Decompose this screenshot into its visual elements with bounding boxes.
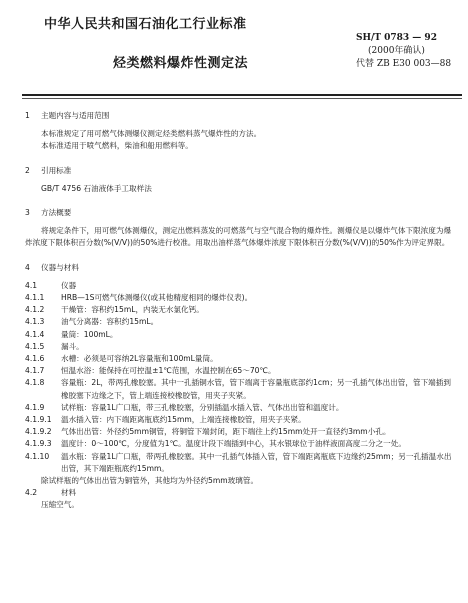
section-title: 仪器与材料 [41,262,79,272]
section-title: 方法概要 [41,208,72,218]
item-number: 4.1.4 [25,329,45,339]
standard-code: SH/T 0783 — 92 [356,33,437,43]
item-text: 干燥管：容积约15mL，内装无水氯化钙。 [61,305,204,315]
item-number: 4.1.3 [25,317,45,327]
note-paragraph: 除试样瓶的气体出出管为铜管外，其他均为外径约5mm玻璃管。 [41,476,259,486]
document-body [25,110,455,512]
list-item [25,341,455,353]
list-item [25,329,455,341]
list-item [25,365,455,377]
section-title: 引用标准 [41,165,72,175]
item-text: 水槽：必须是可容纳2L容量瓶和100mL量筒。 [61,354,218,364]
section-number: 2 [25,165,30,175]
item-number: 4.1.10 [25,451,50,461]
item-number: 4.1.7 [25,366,45,376]
standard-code-block [356,32,461,71]
approval-note: (2000年确认) [368,46,425,56]
replaces-note: 代替 ZB E30 003—88 [356,59,452,69]
subsection-4-2 [25,487,455,499]
item-text: 量筒：100mL。 [61,329,118,339]
list-item [25,438,455,450]
list-item [25,292,455,304]
paragraph: GB/T 4756 石油液体手工取样法 [41,183,152,193]
list-item [25,402,455,414]
item-text: 恒温水浴：能保持在可控温±1℃范围，水温控制在65～70℃。 [61,366,276,376]
item-text: HRB—1S可燃气体测爆仪(或其他精度相同的爆炸仪表)。 [61,293,253,303]
item-number: 4.1.2 [25,305,45,315]
item-text: 仪器 [61,280,77,290]
document-title: 烃类燃料爆炸性测定法 [113,56,249,71]
header-rule-thin [22,98,462,99]
paragraph: 本标准规定了用可燃气体测爆仪测定烃类燃料蒸气爆炸性的方法。 [41,129,262,139]
list-item [25,414,455,426]
list-item [25,377,455,401]
section-1-heading [25,110,455,122]
list-item [25,451,455,475]
item-text: 温水插入管：内下端距离瓶底约15mm，上端连接橡胶管，用夹子夹紧。 [61,415,306,425]
item-number: 4.2 [25,488,38,498]
section-3-heading [25,207,455,219]
section-title: 主题内容与适用范围 [41,111,110,120]
standard-type-heading: 中华人民共和国石油化工行业标准 [44,17,247,32]
section-number: 3 [25,208,30,218]
material-paragraph: 压缩空气。 [41,500,79,510]
list-item [25,316,455,328]
item-number: 4.1.1 [25,293,45,303]
item-number: 4.1.9 [25,402,45,412]
item-text: 温度计：0～100℃，分度值为1℃。温度计段下端插到中心，其水银球位于油样液面高度二分之一处。 [61,439,406,449]
item-text: 容量瓶：2L，带两孔橡胶塞。其中一孔插铜水管，管下端离于容量瓶底部约1cm；另一孔插气体出出管，管下端插到橡胶塞下边缘之下，管上端连接校橡胶管，用夹子夹紧。 [61,378,451,400]
item-number: 4.1 [25,280,38,290]
header-rule-thick [22,94,462,96]
section-4-heading [25,262,455,274]
list-item [25,426,455,438]
item-text: 漏斗。 [61,341,84,351]
section-number: 1 [25,111,30,120]
item-text: 油气分离器：容积约15mL。 [61,317,159,327]
item-number: 4.1.9.3 [25,439,52,449]
section-number: 4 [25,262,30,272]
list-item [25,353,455,365]
subsection-4-1 [25,280,455,292]
item-number: 4.1.9.1 [25,415,52,425]
paragraph: 将规定条件下，用可燃气体测爆仪，测定出燃料蒸发的可燃蒸气与空气混合物的爆炸性。测爆仪是以爆炸气体下限浓度为爆炸浓度下限体积百分数(%(V/V))的50%进行校准。用取出油样蒸气体爆炸浓度下限体积百分数(%(V/V))的50%作为评定界限。 [25,226,452,248]
item-number: 4.1.6 [25,354,45,364]
paragraph: 本标准适用于喷气燃料，柴油和船用燃料等。 [41,141,193,151]
item-number: 4.1.9.2 [25,427,52,437]
item-text: 温水瓶：容量1L广口瓶，带两孔橡胶塞。其中一孔插气体插入管，管下端距离瓶底下边缘约25mm；另一孔插温水出出管，其下端距瓶底约15mm。 [61,451,452,473]
item-text: 材料 [61,488,77,498]
item-number: 4.1.8 [25,378,45,388]
item-text: 试样瓶：容量1L广口瓶，带三孔橡胶塞，分别插温水插入管、气体出出管和温度计。 [61,402,344,412]
item-number: 4.1.5 [25,341,45,351]
section-2-heading [25,165,455,177]
list-item [25,304,455,316]
item-text: 气体出出管：外径约5mm铜管，将铜管下端封闭，距下端往上约15mm处开一直径约3mm小孔。 [61,427,391,437]
